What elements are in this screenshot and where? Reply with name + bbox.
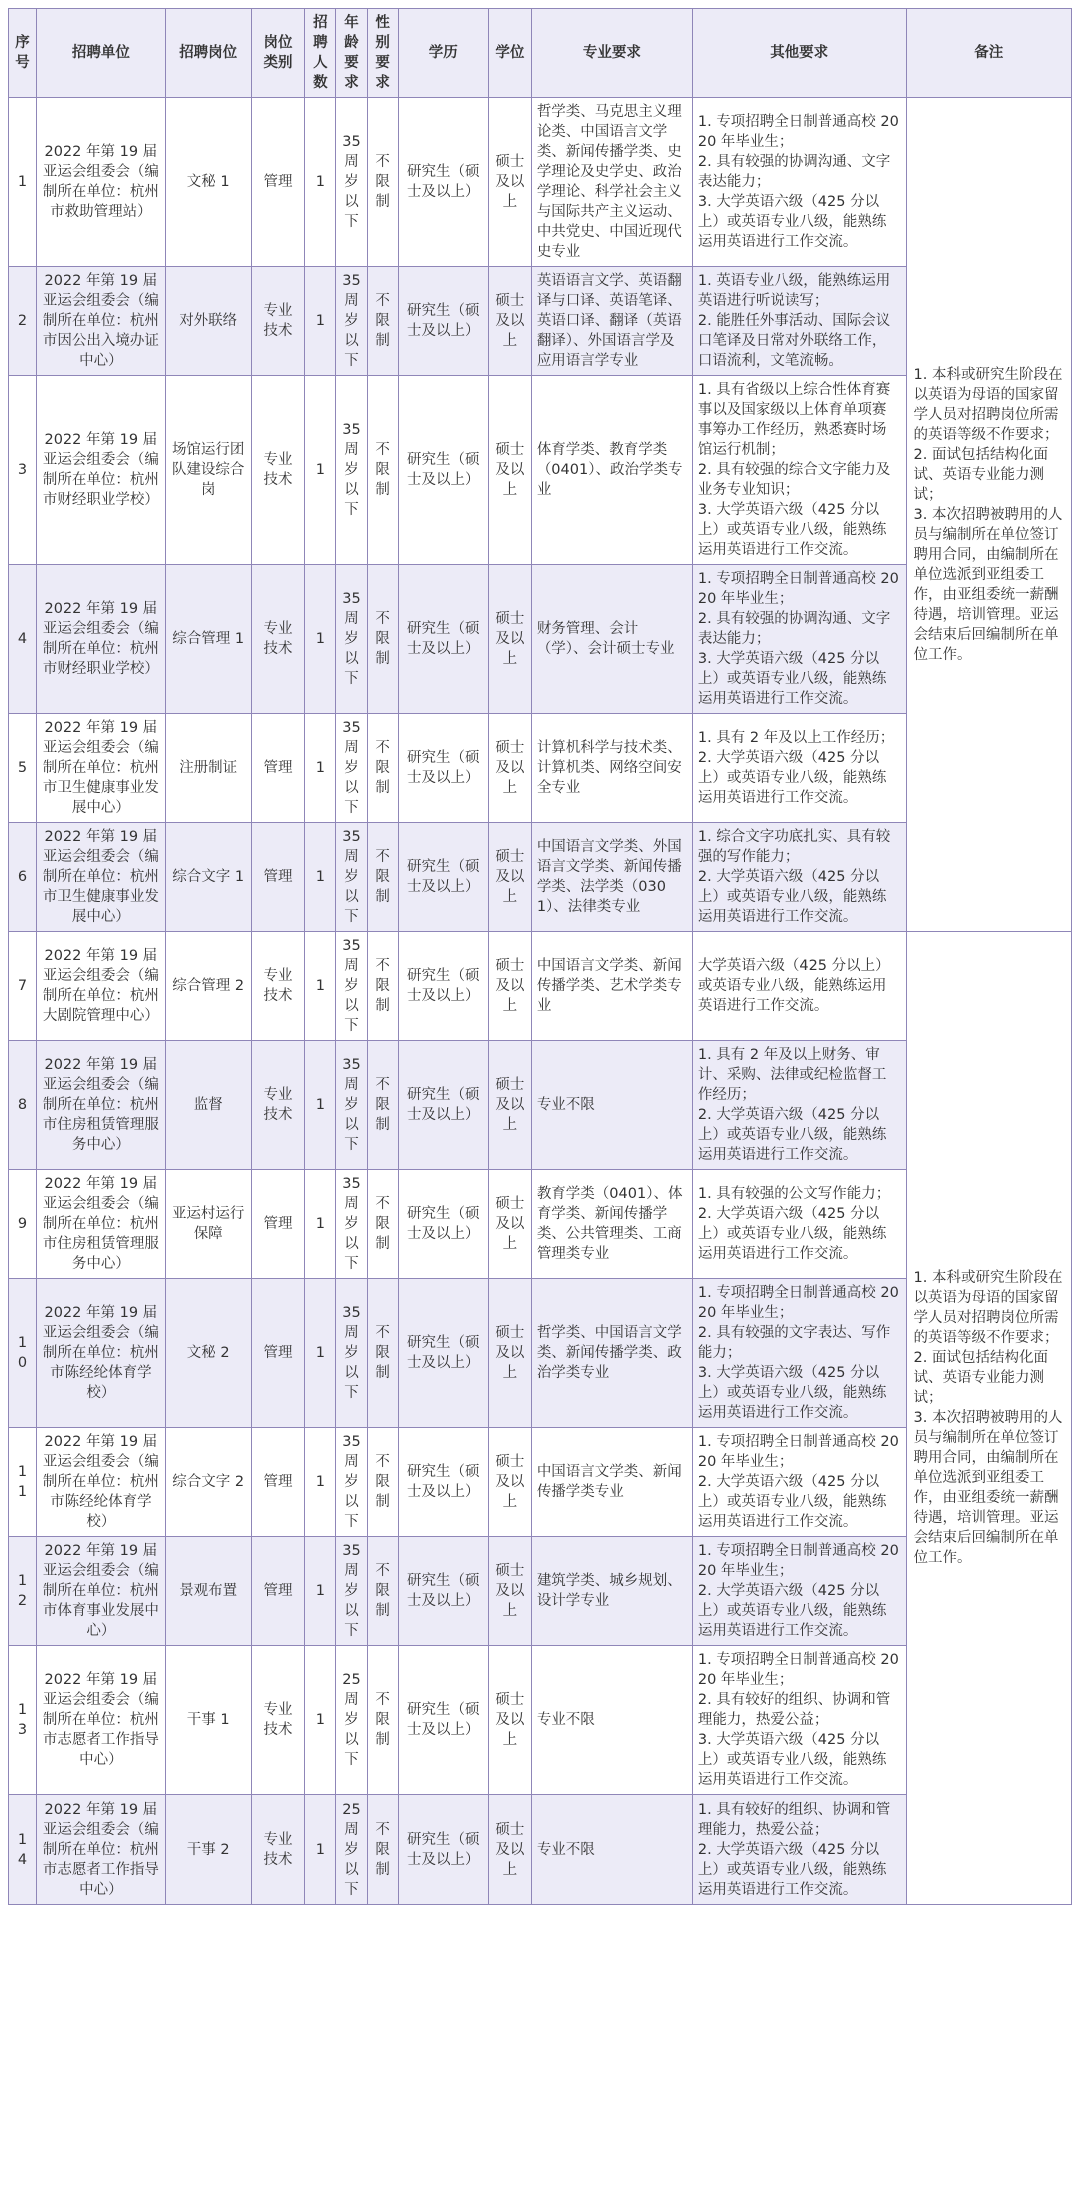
gender-requirement: 不限制 [367,1170,398,1279]
hiring-unit: 2022 年第 19 届亚运会组委会（编制所在单位：杭州大剧院管理中心） [36,932,165,1041]
headcount: 1 [305,1646,336,1795]
gender-requirement: 不限制 [367,1279,398,1428]
other-requirements: 1. 具有 2 年及以上工作经历； 2. 大学英语六级（425 分以上）或英语专业八级，能熟练运用英语进行工作交流。 [692,714,906,823]
education: 研究生（硕士及以上） [398,932,488,1041]
education: 研究生（硕士及以上） [398,714,488,823]
degree: 硕士及以上 [488,1646,531,1795]
headcount: 1 [305,98,336,267]
degree: 硕士及以上 [488,714,531,823]
degree: 硕士及以上 [488,1795,531,1905]
post-name: 干事 2 [165,1795,251,1905]
major-requirement: 体育学类、教育学类（0401）、政治学类专业 [531,376,692,565]
headcount: 1 [305,932,336,1041]
degree: 硕士及以上 [488,267,531,376]
hiring-unit: 2022 年第 19 届亚运会组委会（编制所在单位：杭州市卫生健康事业发展中心） [36,823,165,932]
age-requirement: 35 周岁以下 [336,1428,367,1537]
age-requirement: 35 周岁以下 [336,98,367,267]
gender-requirement: 不限制 [367,1041,398,1170]
education: 研究生（硕士及以上） [398,1279,488,1428]
major-requirement: 专业不限 [531,1795,692,1905]
header-cell: 年龄要求 [336,9,367,98]
post-category: 管理 [251,1428,305,1537]
row-number: 13 [9,1646,37,1795]
hiring-unit: 2022 年第 19 届亚运会组委会（编制所在单位：杭州市救助管理站） [36,98,165,267]
row-number: 3 [9,376,37,565]
post-name: 综合文字 1 [165,823,251,932]
major-requirement: 建筑学类、城乡规划、设计学专业 [531,1537,692,1646]
age-requirement: 35 周岁以下 [336,1041,367,1170]
degree: 硕士及以上 [488,823,531,932]
hiring-unit: 2022 年第 19 届亚运会组委会（编制所在单位：杭州市体育事业发展中心） [36,1537,165,1646]
other-requirements: 1. 专项招聘全日制普通高校 2020 年毕业生； 2. 大学英语六级（425 分以上）或英语专业八级，能熟练运用英语进行工作交流。 [692,1537,906,1646]
education: 研究生（硕士及以上） [398,1795,488,1905]
header-cell: 学历 [398,9,488,98]
post-category: 管理 [251,98,305,267]
other-requirements: 1. 综合文字功底扎实、具有较强的写作能力； 2. 大学英语六级（425 分以上）或英语专业八级，能熟练运用英语进行工作交流。 [692,823,906,932]
row-number: 9 [9,1170,37,1279]
post-name: 综合文字 2 [165,1428,251,1537]
degree: 硕士及以上 [488,1279,531,1428]
education: 研究生（硕士及以上） [398,1537,488,1646]
post-category: 专业技术 [251,565,305,714]
age-requirement: 35 周岁以下 [336,376,367,565]
hiring-unit: 2022 年第 19 届亚运会组委会（编制所在单位：杭州市财经职业学校） [36,565,165,714]
headcount: 1 [305,1428,336,1537]
hiring-unit: 2022 年第 19 届亚运会组委会（编制所在单位：杭州市住房租赁管理服务中心） [36,1041,165,1170]
remarks-cell: 1. 本科或研究生阶段在以英语为母语的国家留学人员对招聘岗位所需的英语等级不作要求； 2. 面试包括结构化面试、英语专业能力测试； 3. 本次招聘被聘用的人员与编制所在单位签订聘用合同，由编制所在单位选派到亚组委工作，由亚组委统一薪酬待遇，培训管理。亚运会结束后回编制所在单位工作。 [906,98,1071,932]
age-requirement: 35 周岁以下 [336,714,367,823]
hiring-unit: 2022 年第 19 届亚运会组委会（编制所在单位：杭州市财经职业学校） [36,376,165,565]
recruitment-table [8,8,1072,1905]
degree: 硕士及以上 [488,98,531,267]
remarks-cell: 1. 本科或研究生阶段在以英语为母语的国家留学人员对招聘岗位所需的英语等级不作要求； 2. 面试包括结构化面试、英语专业能力测试； 3. 本次招聘被聘用的人员与编制所在单位签订聘用合同，由编制所在单位选派到亚组委工作，由亚组委统一薪酬待遇，培训管理。亚运会结束后回编制所在单位工作。 [906,932,1071,1905]
gender-requirement: 不限制 [367,1795,398,1905]
degree: 硕士及以上 [488,932,531,1041]
age-requirement: 25 周岁以下 [336,1795,367,1905]
education: 研究生（硕士及以上） [398,376,488,565]
hiring-unit: 2022 年第 19 届亚运会组委会（编制所在单位：杭州市卫生健康事业发展中心） [36,714,165,823]
education: 研究生（硕士及以上） [398,98,488,267]
post-category: 专业技术 [251,267,305,376]
post-name: 综合管理 2 [165,932,251,1041]
other-requirements: 1. 专项招聘全日制普通高校 2020 年毕业生； 2. 大学英语六级（425 分以上）或英语专业八级，能熟练运用英语进行工作交流。 [692,1428,906,1537]
education: 研究生（硕士及以上） [398,1170,488,1279]
degree: 硕士及以上 [488,376,531,565]
headcount: 1 [305,823,336,932]
hiring-unit: 2022 年第 19 届亚运会组委会（编制所在单位：杭州市住房租赁管理服务中心） [36,1170,165,1279]
header-cell: 专业要求 [531,9,692,98]
degree: 硕士及以上 [488,565,531,714]
post-category: 管理 [251,1279,305,1428]
post-category: 专业技术 [251,376,305,565]
post-category: 专业技术 [251,1795,305,1905]
other-requirements: 1. 专项招聘全日制普通高校 2020 年毕业生； 2. 具有较强的协调沟通、文字表达能力； 3. 大学英语六级（425 分以上）或英语专业八级，能熟练运用英语进行工作交流。 [692,98,906,267]
degree: 硕士及以上 [488,1041,531,1170]
degree: 硕士及以上 [488,1537,531,1646]
header-cell: 备注 [906,9,1071,98]
gender-requirement: 不限制 [367,1537,398,1646]
post-name: 文秘 1 [165,98,251,267]
post-category: 管理 [251,714,305,823]
major-requirement: 哲学类、中国语言文学类、新闻传播学类、政治学类专业 [531,1279,692,1428]
education: 研究生（硕士及以上） [398,823,488,932]
hiring-unit: 2022 年第 19 届亚运会组委会（编制所在单位：杭州市陈经纶体育学校） [36,1279,165,1428]
header-cell: 其他要求 [692,9,906,98]
table-row [9,98,1072,267]
row-number: 2 [9,267,37,376]
post-category: 管理 [251,1170,305,1279]
headcount: 1 [305,1279,336,1428]
post-name: 监督 [165,1041,251,1170]
hiring-unit: 2022 年第 19 届亚运会组委会（编制所在单位：杭州市志愿者工作指导中心） [36,1795,165,1905]
post-name: 亚运村运行保障 [165,1170,251,1279]
header-cell: 学位 [488,9,531,98]
header-cell: 序号 [9,9,37,98]
other-requirements: 1. 英语专业八级，能熟练运用英语进行听说读写； 2. 能胜任外事活动、国际会议口笔译及日常对外联络工作，口语流利，文笔流畅。 [692,267,906,376]
other-requirements: 1. 具有较强的公文写作能力； 2. 大学英语六级（425 分以上）或英语专业八级，能熟练运用英语进行工作交流。 [692,1170,906,1279]
post-category: 管理 [251,1537,305,1646]
major-requirement: 计算机科学与技术类、计算机类、网络空间安全专业 [531,714,692,823]
header-cell: 性别要求 [367,9,398,98]
major-requirement: 中国语言文学类、新闻传播学类、艺术学类专业 [531,932,692,1041]
gender-requirement: 不限制 [367,823,398,932]
post-name: 文秘 2 [165,1279,251,1428]
age-requirement: 25 周岁以下 [336,1646,367,1795]
table-header-row [9,9,1072,98]
post-name: 场馆运行团队建设综合岗 [165,376,251,565]
age-requirement: 35 周岁以下 [336,1170,367,1279]
other-requirements: 1. 具有较好的组织、协调和管理能力，热爱公益； 2. 大学英语六级（425 分以上）或英语专业八级，能熟练运用英语进行工作交流。 [692,1795,906,1905]
hiring-unit: 2022 年第 19 届亚运会组委会（编制所在单位：杭州市志愿者工作指导中心） [36,1646,165,1795]
row-number: 10 [9,1279,37,1428]
education: 研究生（硕士及以上） [398,1041,488,1170]
degree: 硕士及以上 [488,1428,531,1537]
row-number: 1 [9,98,37,267]
headcount: 1 [305,267,336,376]
row-number: 5 [9,714,37,823]
headcount: 1 [305,1170,336,1279]
post-name: 综合管理 1 [165,565,251,714]
major-requirement: 中国语言文学类、外国语言文学类、新闻传播学类、法学类（0301）、法律类专业 [531,823,692,932]
post-category: 专业技术 [251,932,305,1041]
headcount: 1 [305,1795,336,1905]
header-cell: 招聘人数 [305,9,336,98]
major-requirement: 教育学类（0401）、体育学类、新闻传播学类、公共管理类、工商管理类专业 [531,1170,692,1279]
gender-requirement: 不限制 [367,565,398,714]
major-requirement: 中国语言文学类、新闻传播学类专业 [531,1428,692,1537]
row-number: 12 [9,1537,37,1646]
headcount: 1 [305,1537,336,1646]
post-name: 景观布置 [165,1537,251,1646]
post-name: 对外联络 [165,267,251,376]
age-requirement: 35 周岁以下 [336,1537,367,1646]
other-requirements: 1. 具有 2 年及以上财务、审计、采购、法律或纪检监督工作经历； 2. 大学英语六级（425 分以上）或英语专业八级，能熟练运用英语进行工作交流。 [692,1041,906,1170]
headcount: 1 [305,565,336,714]
gender-requirement: 不限制 [367,98,398,267]
hiring-unit: 2022 年第 19 届亚运会组委会（编制所在单位：杭州市陈经纶体育学校） [36,1428,165,1537]
post-category: 管理 [251,823,305,932]
major-requirement: 英语语言文学、英语翻译与口译、英语笔译、英语口译、翻译（英语翻译）、外国语言学及应用语言学专业 [531,267,692,376]
age-requirement: 35 周岁以下 [336,823,367,932]
age-requirement: 35 周岁以下 [336,267,367,376]
other-requirements: 1. 专项招聘全日制普通高校 2020 年毕业生； 2. 具有较强的协调沟通、文字表达能力； 3. 大学英语六级（425 分以上）或英语专业八级，能熟练运用英语进行工作交流。 [692,565,906,714]
major-requirement: 哲学类、马克思主义理论类、中国语言文学类、新闻传播学类、史学理论及史学史、政治学理论、科学社会主义与国际共产主义运动、中共党史、中国近现代史专业 [531,98,692,267]
major-requirement: 专业不限 [531,1646,692,1795]
row-number: 8 [9,1041,37,1170]
post-name: 注册制证 [165,714,251,823]
row-number: 4 [9,565,37,714]
hiring-unit: 2022 年第 19 届亚运会组委会（编制所在单位：杭州市因公出入境办证中心） [36,267,165,376]
row-number: 7 [9,932,37,1041]
post-name: 干事 1 [165,1646,251,1795]
degree: 硕士及以上 [488,1170,531,1279]
major-requirement: 财务管理、会计（学）、会计硕士专业 [531,565,692,714]
row-number: 14 [9,1795,37,1905]
headcount: 1 [305,714,336,823]
header-cell: 招聘岗位 [165,9,251,98]
post-category: 专业技术 [251,1041,305,1170]
gender-requirement: 不限制 [367,267,398,376]
header-cell: 招聘单位 [36,9,165,98]
age-requirement: 35 周岁以下 [336,1279,367,1428]
header-cell: 岗位类别 [251,9,305,98]
other-requirements: 1. 专项招聘全日制普通高校 2020 年毕业生； 2. 具有较好的组织、协调和管理能力，热爱公益； 3. 大学英语六级（425 分以上）或英语专业八级，能熟练运用英语进行工作交流。 [692,1646,906,1795]
gender-requirement: 不限制 [367,714,398,823]
other-requirements: 1. 具有省级以上综合性体育赛事以及国家级以上体育单项赛事筹办工作经历，熟悉赛时场馆运行机制； 2. 具有较强的综合文字能力及业务专业知识； 3. 大学英语六级（425 分以上）或英语专业八级，能熟练运用英语进行工作交流。 [692,376,906,565]
other-requirements: 大学英语六级（425 分以上）或英语专业八级，能熟练运用英语进行工作交流。 [692,932,906,1041]
education: 研究生（硕士及以上） [398,267,488,376]
major-requirement: 专业不限 [531,1041,692,1170]
gender-requirement: 不限制 [367,376,398,565]
headcount: 1 [305,376,336,565]
row-number: 6 [9,823,37,932]
age-requirement: 35 周岁以下 [336,565,367,714]
gender-requirement: 不限制 [367,1646,398,1795]
headcount: 1 [305,1041,336,1170]
education: 研究生（硕士及以上） [398,1646,488,1795]
table-row [9,932,1072,1041]
education: 研究生（硕士及以上） [398,1428,488,1537]
age-requirement: 35 周岁以下 [336,932,367,1041]
education: 研究生（硕士及以上） [398,565,488,714]
post-category: 专业技术 [251,1646,305,1795]
other-requirements: 1. 专项招聘全日制普通高校 2020 年毕业生； 2. 具有较强的文字表达、写作能力； 3. 大学英语六级（425 分以上）或英语专业八级，能熟练运用英语进行工作交流。 [692,1279,906,1428]
gender-requirement: 不限制 [367,932,398,1041]
row-number: 11 [9,1428,37,1537]
gender-requirement: 不限制 [367,1428,398,1537]
